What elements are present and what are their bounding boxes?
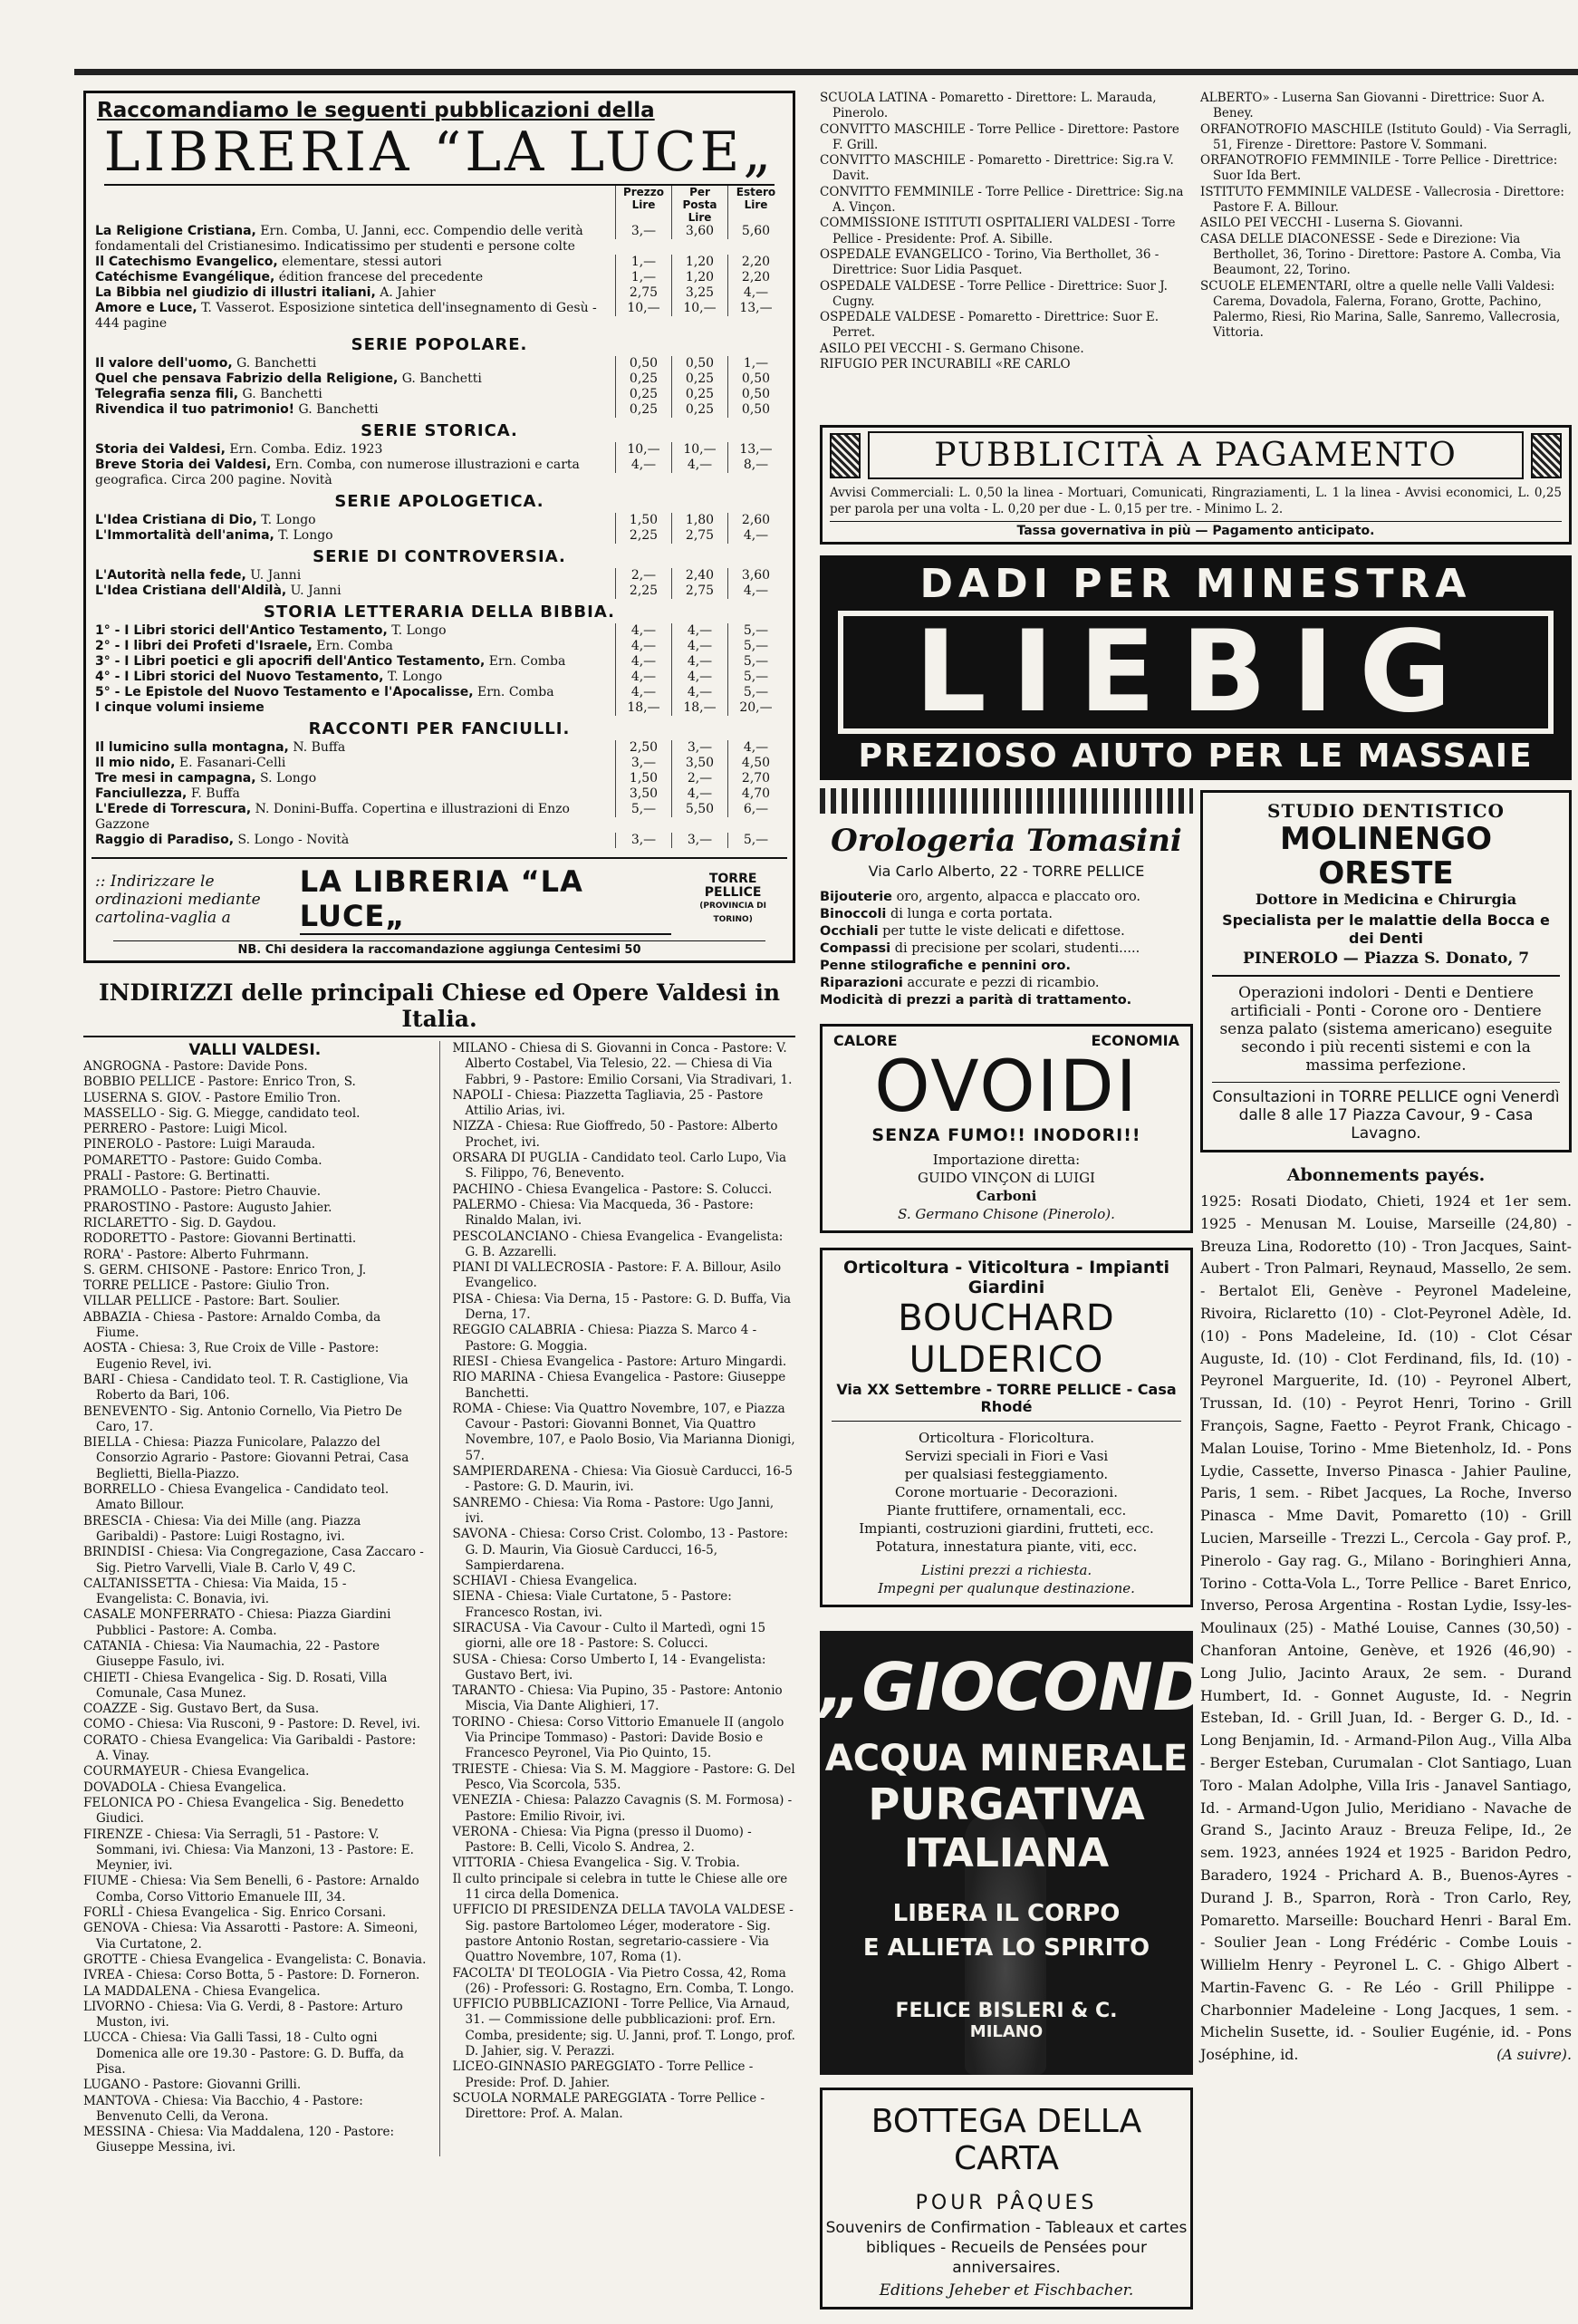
address-entry: DOVADOLA - Chiesa Evangelica. <box>83 1779 286 1795</box>
address-entry: COMO - Chiesa: Via Rusconi, 9 - Pastore: D. Revel, ivi. <box>83 1717 420 1732</box>
book-row: La Bibbia nel giudizio di illustri italiani, A. Jahier 2,75 3,25 4,— <box>86 285 793 301</box>
nb-note: NB. Chi desidera la raccomandazione aggiunga Centesimi 50 <box>113 940 765 960</box>
address-entry: SCUOLA LATINA - Pomaretto - Direttore: L. Marauda, Pinerolo. <box>820 91 1157 121</box>
book-row: L'Idea Cristiana dell'Aldilà, U. Janni 2,25 2,75 4,— <box>86 583 793 599</box>
pubblicita-rates: Avvisi Commerciali: L. 0,50 la linea - Mortuari, Comunicati, Ringraziamenti, L. 1 la linea - Avvisi economici, L. 0,25 per parola per una volta - L. 0,20 per due - L. 0,15 per tre. - Minimo L. 2. <box>830 486 1562 516</box>
address-entry: FORLÌ - Chiesa Evangelica - Sig. Enrico Corsani. <box>83 1905 387 1921</box>
address-entry: FELONICA PO - Chiesa Evangelica - Sig. Benedetto Giudici. <box>83 1795 404 1827</box>
book-row: L'Immortalità dell'anima, T. Longo 2,25 2,75 4,— <box>86 528 793 544</box>
middle-ads <box>820 779 1304 2310</box>
tomasini-ad <box>820 823 1193 1009</box>
address-entry: PRALI - Pastore: G. Bertinatti. <box>83 1169 270 1184</box>
address-entry: REGGIO CALABRIA - Chiesa: Piazza S. Marco 4 - Pastore: G. Moggia. <box>452 1323 757 1354</box>
tomasini-line: Penne stilografiche e pennini oro. <box>820 959 1071 973</box>
address-entry: TARANTO - Chiesa: Via Pupino, 35 - Pastore: Antonio Miscia, Via Dante Alighieri, 17. <box>452 1683 783 1714</box>
address-entry: CASA DELLE DIACONESSE - Sede e Direzione: Via Berthollet, 36, Torino - Direttore: Pastore A. Comba, Via Beaumont, 22, Torino. <box>1200 231 1562 278</box>
bouchard-line: Potatura, innestatura piante, viti, ecc. <box>875 1538 1138 1555</box>
book-row: 3° - I Libri poetici e gli apocrifi dell'Antico Testamento, Ern. Comba 4,— 4,— 5,— <box>86 654 793 670</box>
address-entry: FACOLTA' DI TEOLOGIA - Via Pietro Cossa, 42, Roma (26) - Professori: G. Rostagno, Ern. Comba, T. Longo. <box>452 1965 794 1996</box>
address-entry: MILANO - Chiesa di S. Giovanni in Conca - Pastore: V. Alberto Costabel, Via Telesio, 22. — Chiesa di Via Fabbri, 9 - Pastore: Emilio Corsani, Via Stradivari, 1. <box>452 1041 793 1087</box>
address-entry: SAVONA - Chiesa: Corso Crist. Colombo, 13 - Pastore: G. D. Maurin, Via Giosuè Carducci, 16-5, Sampierdarena. <box>452 1527 788 1573</box>
address-entry: ALBERTO» - Luserna San Giovanni - Direttrice: Suor A. Beney. <box>1200 91 1545 121</box>
address-entry: GROTTE - Chiesa Evangelica - Evangelista: C. Bonavia. <box>83 1952 427 1967</box>
ornament-band <box>820 788 1193 814</box>
book-row: Il valore dell'uomo, G. Banchetti 0,50 0,50 1,— <box>86 356 793 371</box>
ovoidi-name: OVOIDI <box>874 1046 1139 1128</box>
address-entry: COURMAYEUR - Chiesa Evangelica. <box>83 1764 310 1779</box>
book-row: Il lumicino sulla montagna, N. Buffa 2,50 3,— 4,— <box>86 740 793 756</box>
address-entry: POMARETTO - Pastore: Guido Comba. <box>83 1152 322 1168</box>
address-entry: SIRACUSA - Via Cavour - Culto il Martedì, ogni 15 giorni, alle ore 18 - Pastore: S. Colucci. <box>452 1620 766 1652</box>
ovoidi-ad: CALORE ECONOMIA OVOIDI SENZA FUMO!! INODORI!! Importazione diretta: GUIDO VINÇON di LUIGI Carboni S. Germano Chisone (Pinerolo). <box>820 1024 1193 1233</box>
address-entry: LUCCA - Chiesa: Via Galli Tassi, 18 - Culto ogni Domenica alle ore 19.30 - Pastore: G. D. Buffa, da Pisa. <box>83 2030 404 2077</box>
address-entry: Il culto principale si celebra in tutte le Chiese alle ore 11 circa della Domenica. <box>452 1871 788 1903</box>
valli-title: VALLI VALDESI. <box>188 1041 322 1059</box>
address-entry: MASSELLO - Sig. G. Miegge, candidato teol. <box>83 1105 361 1121</box>
address-entry: BORRELLO - Chiesa Evangelica - Candidato teol. Amato Billour. <box>83 1482 390 1513</box>
liebig-ad <box>820 555 1572 780</box>
address-entry: VITTORIA - Chiesa Evangelica - Sig. V. Trobia. <box>452 1856 740 1871</box>
series-heading: SERIE APOLOGETICA. <box>334 492 544 511</box>
gioconda-ad: „GIOCONDA„ ACQUA MINERALE PURGATIVA ITALIANA LIBERA IL CORPO E ALLIETA LO SPIRITO FELICE BISLERI & C. MILANO <box>820 1631 1193 2075</box>
address-entry: SCUOLE ELEMENTARI, oltre a quelle nelle Valli Valdesi: Carema, Dovadola, Falerna, Forano, Grotte, Pachino, Palermo, Riesi, Rio Marina, Salle, Sanremo, Vallecrosia, Vittoria. <box>1200 278 1561 341</box>
book-row: Rivendica il tuo patrimonio! G. Banchetti 0,25 0,25 0,50 <box>86 402 793 418</box>
address-entry: FIUME - Chiesa: Via Sem Benelli, 6 - Pastore: Arnaldo Comba, Corso Vittorio Emanuele III, 34. <box>83 1874 419 1905</box>
book-row: Fanciullezza, F. Buffa 3,50 4,— 4,70 <box>86 786 793 802</box>
bouchard-line: Servizi speciali in Fiori e Vasi <box>904 1448 1109 1464</box>
address-entry: ABBAZIA - Chiesa - Pastore: Arnaldo Comba, da Fiume. <box>83 1309 381 1341</box>
tomasini-line: Binoccoli di lunga e corta portata. <box>820 907 1053 921</box>
address-entry: ORFANOTROFIO FEMMINILE - Torre Pellice - Direttrice: Suor Ida Bert. <box>1200 153 1558 184</box>
bouchard-line: Orticoltura - Floricoltura. <box>919 1430 1094 1446</box>
book-row: 4° - I Libri storici del Nuovo Testamento, T. Longo 4,— 4,— 5,— <box>86 670 793 685</box>
bouchard-ad: Orticoltura - Viticoltura - Impianti Giardini BOUCHARD ULDERICO Via XX Settembre - TORRE PELLICE - Casa Rhodé Orticoltura - Floricoltura. Servizi speciali in Fiori e Vasi per qualsiasi festeggiamento. Corone mortuarie - Decorazioni. Piante fruttifere, ornamentali, ecc. Impianti, costruzioni giardini, frutteti, ecc. Potatura, innestatura piante, viti, ecc. Listini prezzi a richiesta. Impegni per qualunque destinazione. <box>820 1248 1193 1607</box>
address-entry: LICEO-GINNASIO PAREGGIATO - Torre Pellice - Preside: Prof. D. Jahier. <box>452 2059 754 2090</box>
pubblicita-box <box>820 425 1572 545</box>
pubblicita-tax: Tassa governativa in più — Pagamento anticipato. <box>830 521 1562 538</box>
address-entry: PIANI DI VALLECROSIA - Pastore: F. A. Billour, Asilo Evangelico. <box>452 1260 782 1291</box>
bouchard-line: Piante fruttifere, ornamentali, ecc. <box>886 1502 1127 1519</box>
address-entry: PALERMO - Chiesa: Via Macqueda, 36 - Pastore: Rinaldo Malan, ivi. <box>452 1197 754 1229</box>
address-entry: SANREMO - Chiesa: Via Roma - Pastore: Ugo Janni, ivi. <box>452 1495 775 1526</box>
address-entry: CATANIA - Chiesa: Via Naumachia, 22 - Pastore Giuseppe Fasulo, ivi. <box>83 1638 380 1670</box>
top-rule <box>74 69 1578 75</box>
series-heading: SERIE POPOLARE. <box>351 335 528 354</box>
address-entry: CALTANISSETTA - Chiesa: Via Maida, 15 - Evangelista: C. Bonavia, ivi. <box>83 1576 347 1607</box>
book-row: Quel che pensava Fabrizio della Religione, G. Banchetti 0,25 0,25 0,50 <box>86 371 793 387</box>
address-entry: BRINDISI - Chiesa: Via Congregazione, Casa Zaccaro - Sig. Pietro Varvelli, Viale B. Carlo V, 49 C. <box>83 1545 424 1576</box>
address-entry: BENEVENTO - Sig. Antonio Cornello, Via Pietro De Caro, 17. <box>83 1403 402 1434</box>
price-columns-header: Prezzo Lire Per Posta Lire Estero Lire <box>86 186 793 224</box>
address-entry: ASILO PEI VECCHI - Luserna S. Giovanni. <box>1200 216 1464 231</box>
address-entry: OSPEDALE VALDESE - Pomaretto - Direttrice: Suor E. Perret. <box>820 310 1159 341</box>
address-entry: PINEROLO - Pastore: Luigi Marauda. <box>83 1137 316 1152</box>
address-entry: PISA - Chiesa: Via Derna, 15 - Pastore: G. D. Buffa, Via Derna, 17. <box>452 1291 792 1323</box>
indirizzi-col-d <box>1200 91 1572 342</box>
book-row: L'Autorità nella fede, U. Janni 2,— 2,40 3,60 <box>86 568 793 583</box>
dentist-name: MOLINENGO ORESTE <box>1280 821 1492 892</box>
address-entry: RODORETTO - Pastore: Giovanni Bertinatti. <box>83 1231 357 1247</box>
address-entry: ORSARA DI PUGLIA - Candidato teol. Carlo Lupo, Via S. Filippo, 76, Benevento. <box>452 1151 787 1181</box>
address-entry: PACHINO - Chiesa Evangelica - Pastore: S. Colucci. <box>452 1181 773 1197</box>
address-entry: OSPEDALE VALDESE - Torre Pellice - Direttrice: Suor J. Cugny. <box>820 278 1168 309</box>
address-entry: ASILO PEI VECCHI - S. Germano Chisone. <box>820 341 1084 356</box>
order-libreria-name: LA LIBRERIA “LA LUCE„ <box>300 864 672 935</box>
address-entry: IVREA - Chiesa: Corso Botta, 5 - Pastore: D. Forneron. <box>83 1968 420 1983</box>
address-entry: ANGROGNA - Pastore: Davide Pons. <box>83 1059 308 1074</box>
address-entry: LUSERNA S. GIOV. - Pastore Emilio Tron. <box>83 1090 342 1105</box>
address-entry: RIESI - Chiesa Evangelica - Pastore: Arturo Mingardi. <box>452 1354 787 1369</box>
address-entry: BARI - Chiesa - Candidato teol. T. R. Castiglione, Via Roberto da Bari, 106. <box>83 1372 409 1403</box>
address-entry: VENEZIA - Chiesa: Palazzo Cavagnis (S. M. Formosa) - Pastore: Emilio Rivoir, ivi. <box>452 1793 793 1824</box>
address-entry: FIRENZE - Chiesa: Via Serragli, 51 - Pastore: V. Sommani, ivi. Chiesa: Via Manzoni, 13 - Pastore: E. Meynier, ivi. <box>83 1827 414 1874</box>
indirizzi-col-c <box>820 91 1193 372</box>
abonnements-text: 1925: Rosati Diodato, Chieti, 1924 et 1er sem. 1925 - Menusan M. Louise, Marseille (24,80) - Breuza Lina, Rodoretto (10) - Tron Jacques, Saint-Aubert - Tron Palmari, Reynaud, Massello, 2e sem. - Bertalot Eli, Genève - Peyronel Madeleine, Rivoira, Riclaretto (10) - Clot-Peyronel Adèle, Id. (10) - Pons Madeleine, Id. (10) - Clot César Auguste, Id. (10) - Clot Ferdinand, fils, Id. (10) - Peyronel Marguerite, Id. (10) - Peyronel Albert, Trussan, Id. (10) - Peyrot Henri, Torino - Grill François, Sagne, Faetto - Peyrot Frank, Chicago - Malan Louise, Torino - Mme Bietenholz, Id. - Pons Lydie, Cassette, Inverso Pinasca - Jahier Pauline, Paris, 1 sem. - Ribet Jacques, La Roche, Inverso Pinasca - Mme Davit, Pomaretto (10) - Grill Lucien, Marseille - Trezzi L., Cercola - Gay prof. P., Pinerolo - Gay rag. G., Milano - Boringhieri Anna, Torino - Cotta-Vola L., Torre Pellice - Baret Enrico, Inverso, Perosa Argentina - Rostan Lydie, Issy-les-Moulinaux (25) - Mathé Louise, Cannes (30,50) - Chanforan Antoine, Genève, et 1926 (46,90) - Long Julio, Jacinto Araux, 2e sem. - Durand Humbert, Id. - Gonnet Auguste, Id. - Negrin Esteban, Id. - Grill Juan, Id. - Berger G. D., Id. - Long Benjamin, Id. - Armand-Pilon Aug., Villa Alba - Berger Esteban, Curumalan - Clot Santiago, Luan Toro - Malan Adolphe, Villa Iris - Janavel Santiago, Id. - Armand-Ugon Julio, Meridiano - Navache de Grand S., Jacinto Arauz - Breuza Felipe, Id., 2e sem. 1923, années 1924 et 1925 - Baridon Pedro, Baradero, 1924 - Prichard A. B., Buenos-Ayres - Durand J. B., Sparron, Rorà - Tron Carlo, Rey, Pomaretto. Marseille: Bouchard Henri - Baral Em. - Soulier Jean - Long Frédéric - Combe Louis - Willielm Henry - Peyronel L. C. - Ghigo Albert - Martin-Favenc G. - Re Léo - Grill Philippe - Charbonnier Madeleine - Long Jacques, 1 sem. - Michelin Susette, id. - Soulier Eugénie, id. - Pons Joséphine, id. (A suivre). <box>1200 1192 1572 2064</box>
address-entry: LA MADDALENA - Chiesa Evangelica. <box>83 1983 321 1999</box>
address-entry: OSPEDALE EVANGELICO - Torino, Via Berthollet, 36 - Direttrice: Suor Lidia Pasquet. <box>820 246 1159 278</box>
address-entry: VILLAR PELLICE - Pastore: Bart. Soulier. <box>83 1294 341 1309</box>
series-heading: SERIE DI CONTROVERSIA. <box>313 547 566 566</box>
address-entry: UFFICIO PUBBLICAZIONI - Torre Pellice, Via Arnaud, 31. — Commissione delle pubblicazioni: prof. Ern. Comba, presidente; sig. U. Janni, prof. T. Longo, prof. D. Jahier, sig. V. Perazzi. <box>452 1997 795 2059</box>
address-entry: CHIETI - Chiesa Evangelica - Sig. D. Rosati, Villa Comunale, Casa Munez. <box>83 1670 388 1701</box>
address-entry: ISTITUTO FEMMINILE VALDESE - Vallecrosia - Direttore: Pastore F. A. Billour. <box>1200 184 1564 216</box>
bouchard-line: Impianti, costruzioni giardini, frutteti, ecc. <box>859 1520 1154 1537</box>
book-row: I cinque volumi insieme 18,— 18,— 20,— <box>86 700 793 716</box>
bouchard-line: per qualsiasi festeggiamento. <box>904 1466 1109 1482</box>
address-entry: COMMISSIONE ISTITUTI OSPITALIERI VALDESI - Torre Pellice - Presidente: Prof. A. Sibille. <box>820 216 1176 246</box>
book-row: L'Erede di Torrescura, N. Donini-Buffa. Copertina e illustrazioni di Enzo Gazzone 5,— 5,50 6,— <box>86 802 793 833</box>
indirizzi-col-b <box>453 1041 796 2156</box>
liebig-brand: LIEBIG <box>838 611 1554 734</box>
middle-column <box>820 91 1193 372</box>
middle-right-span <box>820 412 1572 780</box>
address-entry: LUGANO - Pastore: Giovanni Grilli. <box>83 2078 302 2093</box>
address-entry: ROMA - Chiese: Via Quattro Novembre, 107, e Piazza Cavour - Pastori: Giovanni Bonnet, Via Quattro Novembre, 107, e Paolo Bosio, Via Marianna Dionigi, 57. <box>452 1401 795 1463</box>
series-heading: STORIA LETTERARIA DELLA BIBBIA. <box>264 603 615 622</box>
address-entry: TORINO - Chiesa: Corso Vittorio Emanuele II (angolo Via Principe Tommaso) - Pastori: Davide Bosio e Francesco Peyronel, Via Pio Quinto, 15. <box>452 1714 784 1761</box>
libreria-box <box>83 91 795 963</box>
address-entry: COAZZE - Sig. Gustavo Bert, da Susa. <box>83 1702 320 1717</box>
right-column <box>1200 91 1572 342</box>
address-entry: S. GERM. CHISONE - Pastore: Enrico Tron, J. <box>83 1262 367 1278</box>
address-entry: PRAROSTINO - Pastore: Augusto Jahier. <box>83 1200 332 1215</box>
address-entry: NIZZA - Chiesa: Rue Gioffredo, 50 - Pastore: Alberto Prochet, ivi. <box>452 1119 778 1150</box>
tomasini-address: Via Carlo Alberto, 22 - TORRE PELLICE <box>868 863 1145 880</box>
left-column <box>83 91 795 2156</box>
series-heading: RACCONTI PER FANCIULLI. <box>308 719 571 738</box>
address-entry: RIFUGIO PER INCURABILI «RE CARLO <box>820 357 1071 372</box>
address-entry: SCHIAVI - Chiesa Evangelica. <box>452 1574 638 1589</box>
address-entry: BIELLA - Chiesa: Piazza Funicolare, Palazzo del Consorzio Agrario - Pastore: Giovanni Petrai, Casa Beglietti, Biella-Piazzo. <box>83 1435 409 1481</box>
address-entry: UFFICIO DI PRESIDENZA DELLA TAVOLA VALDESE - Sig. pastore Bartolomeo Léger, moderatore - Sig. pastore Antonio Rostan, segretario-cassiere - Via Quattro Novembre, 107, Roma (1). <box>452 1903 794 1965</box>
book-row: Storia dei Valdesi, Ern. Comba. Ediz. 1923 10,— 10,— 13,— <box>86 442 793 458</box>
address-entry: BRESCIA - Chiesa: Via dei Mille (ang. Piazza Garibaldi) - Pastore: Luigi Rostagno, ivi. <box>83 1513 361 1544</box>
bouchard-name: BOUCHARD ULDERICO <box>898 1297 1115 1381</box>
abonnements-title: Abonnements payés. <box>1286 1165 1486 1185</box>
address-entry: GENOVA - Chiesa: Via Assarotti - Pastore: A. Simeoni, Via Curtatone, 2. <box>83 1921 419 1952</box>
address-entry: SIENA - Chiesa: Viale Curtatone, 5 - Pastore: Francesco Rostan, ivi. <box>452 1589 732 1620</box>
book-row: Catéchisme Evangélique, édition francese del precedente 1,— 1,20 2,20 <box>86 270 793 285</box>
book-row: Il Catechismo Evangelico, elementare, stessi autori 1,— 1,20 2,20 <box>86 255 793 270</box>
book-row: Amore e Luce, T. Vasserot. Esposizione sintetica dell'insegnamento di Gesù - 444 pagine 10,— 10,— 13,— <box>86 301 793 332</box>
address-entry: PRAMOLLO - Pastore: Pietro Chauvie. <box>83 1184 321 1200</box>
bouchard-line: Corone mortuarie - Decorazioni. <box>895 1484 1118 1500</box>
book-row: Breve Storia dei Valdesi, Ern. Comba, con numerose illustrazioni e carta geografica. Circa 200 pagine. Novità 4,— 4,— 8,— <box>86 458 793 488</box>
ornament-icon <box>1531 433 1562 478</box>
address-entry: BOBBIO PELLICE - Pastore: Enrico Tron, S. <box>83 1075 356 1090</box>
address-entry: SCUOLA NORMALE PAREGGIATA - Torre Pellice - Direttore: Prof. A. Malan. <box>452 2090 765 2122</box>
address-entry: SAMPIERDARENA - Chiesa: Via Giosuè Carducci, 16-5 - Pastore: G. D. Maurin, ivi. <box>452 1464 794 1495</box>
book-row: Raggio di Paradiso, S. Longo - Novità 3,— 3,— 5,— <box>86 833 793 848</box>
tomasini-line: Modicità di prezzi a parità di trattamento. <box>820 993 1132 1008</box>
address-entry: VERONA - Chiesa: Via Pigna (presso il Duomo) - Pastore: B. Celli, Vicolo S. Andrea, 2. <box>452 1824 752 1856</box>
indirizzi-col-a <box>83 1041 427 2156</box>
book-row: 5° - Le Epistole del Nuovo Testamento e l'Apocalisse, Ern. Comba 4,— 4,— 5,— <box>86 685 793 700</box>
book-row: Telegrafia senza fili, G. Banchetti 0,25 0,25 0,50 <box>86 387 793 402</box>
address-entry: LIVORNO - Chiesa: Via G. Verdi, 8 - Pastore: Arturo Muston, ivi. <box>83 1999 403 2030</box>
order-instructions: :: Indirizzare le ordinazioni mediante cartolina-vaglia a LA LIBRERIA “LA LUCE„ TORRE PELLICE (PROVINCIA DI TORINO) <box>91 857 787 940</box>
pubblicita-title: PUBBLICITÀ A PAGAMENTO <box>868 431 1524 479</box>
book-row: L'Idea Cristiana di Dio, T. Longo 1,50 1,80 2,60 <box>86 513 793 528</box>
book-row: 2° - I libri dei Profeti d'Israele, Ern. Comba 4,— 4,— 5,— <box>86 639 793 654</box>
book-list <box>86 224 793 848</box>
address-entry: TORRE PELLICE - Pastore: Giulio Tron. <box>83 1278 330 1294</box>
tomasini-line: Occhiali per tutte le viste delicati e difettose. <box>820 924 1125 939</box>
address-entry: AOSTA - Chiesa: 3, Rue Croix de Ville - Pastore: Eugenio Revel, ivi. <box>83 1341 380 1372</box>
address-entry: CONVITTO MASCHILE - Torre Pellice - Direttore: Pastore F. Grill. <box>820 121 1179 152</box>
book-row: La Religione Cristiana, Ern. Comba, U. Janni, ecc. Compendio delle verità fondamentali del Cristianesimo. Indicatissimo per studenti e persone colte 3,— 3,60 5,60 <box>86 224 793 255</box>
ovoidi-slogan: SENZA FUMO!! INODORI!! <box>871 1125 1141 1145</box>
address-entry: TRIESTE - Chiesa: Via S. M. Maggiore - Pastore: G. Del Pesco, Via Scorcola, 535. <box>452 1761 795 1792</box>
address-entry: SUSA - Chiesa: Corso Umberto I, 14 - Evangelista: Gustavo Bert, ivi. <box>452 1652 766 1683</box>
address-entry: NAPOLI - Chiesa: Piazzetta Tagliavia, 25 - Pastore Attilio Arias, ivi. <box>452 1087 764 1119</box>
address-entry: RIO MARINA - Chiesa Evangelica - Pastore: Giuseppe Banchetti. <box>452 1370 786 1401</box>
liebig-line-1: DADI PER MINESTRA <box>919 561 1472 607</box>
book-row: 1° - I Libri storici dell'Antico Testamento, T. Longo 4,— 4,— 5,— <box>86 623 793 639</box>
tomasini-name: Orologeria Tomasini <box>831 823 1182 859</box>
tomasini-line: Bijouterie oro, argento, alpacca e placcato oro. <box>820 890 1141 904</box>
address-entry: CONVITTO MASCHILE - Pomaretto - Direttrice: Sig.ra V. Davit. <box>820 153 1174 184</box>
libreria-heading: Raccomandiamo le seguenti pubblicazioni della <box>97 99 655 122</box>
libreria-title: LIBRERIA “LA LUCE„ <box>103 121 775 184</box>
tomasini-line: Compassi di precisione per scolari, studenti..... <box>820 941 1140 956</box>
bottega-name: BOTTEGA DELLA CARTA <box>871 2103 1142 2177</box>
liebig-line-3: PREZIOSO AIUTO PER LE MASSAIE <box>858 738 1534 775</box>
tomasini-line: Riparazioni accurate e pezzi di ricambio. <box>820 976 1100 990</box>
bottega-ad: BOTTEGA DELLA CARTA POUR PÂQUES Souvenirs de Confirmation - Tableaux et cartes bibliques - Recueils de Pensées pour anniversaires. Editions Jeheber et Fischbacher. <box>820 2088 1193 2310</box>
indirizzi-columns <box>83 1041 795 2156</box>
address-entry: CONVITTO FEMMINILE - Torre Pellice - Direttrice: Sig.na A. Vinçon. <box>820 184 1184 216</box>
address-entry: CASALE MONFERRATO - Chiesa: Piazza Giardini Pubblici - Pastore: A. Comba. <box>83 1607 391 1638</box>
book-row: Il mio nido, E. Fasanari-Celli 3,— 3,50 4,50 <box>86 756 793 771</box>
address-entry: MANTOVA - Chiesa: Via Bacchio, 4 - Pastore: Benvenuto Celli, da Verona. <box>83 2093 363 2124</box>
indirizzi-title: INDIRIZZI delle principali Chiese ed Opere Valdesi in Italia. <box>83 979 795 1037</box>
address-entry: ORFANOTROFIO MASCHILE (Istituto Gould) - Via Serragli, 51, Firenze - Direttore: Pastore V. Sommani. <box>1200 121 1572 152</box>
right-ads <box>1200 779 1572 2067</box>
address-entry: MESSINA - Chiesa: Via Maddalena, 120 - Pastore: Giuseppe Messina, ivi. <box>83 2125 395 2155</box>
address-entry: RORA' - Pastore: Alberto Fuhrmann. <box>83 1247 310 1262</box>
address-entry: PERRERO - Pastore: Luigi Micol. <box>83 1122 288 1137</box>
ornament-icon <box>830 433 861 478</box>
dentistico-ad: STUDIO DENTISTICO MOLINENGO ORESTE Dottore in Medicina e Chirurgia Specialista per le malattie della Bocca e dei Denti PINEROLO — Piazza S. Donato, 7 Operazioni indolori - Denti e Dentiere artificiali - Ponti - Corone oro - Dentiere senza palato (sistema americano) eseguite secondo i più recenti sistemi e con la massima perfezione. Consultazioni in TORRE PELLICE ogni Venerdì dalle 8 alle 17 Piazza Cavour, 9 - Casa Lavagno. <box>1200 790 1572 1152</box>
address-entry: RICLARETTO - Sig. D. Gaydou. <box>83 1215 276 1230</box>
series-heading: SERIE STORICA. <box>361 421 518 440</box>
address-entry: CORATO - Chiesa Evangelica: Via Garibaldi - Pastore: A. Vinay. <box>83 1732 417 1764</box>
book-row: Tre mesi in campagna, S. Longo 1,50 2,— 2,70 <box>86 771 793 786</box>
address-entry: PESCOLANCIANO - Chiesa Evangelica - Evangelista: G. B. Azzarelli. <box>452 1229 784 1259</box>
